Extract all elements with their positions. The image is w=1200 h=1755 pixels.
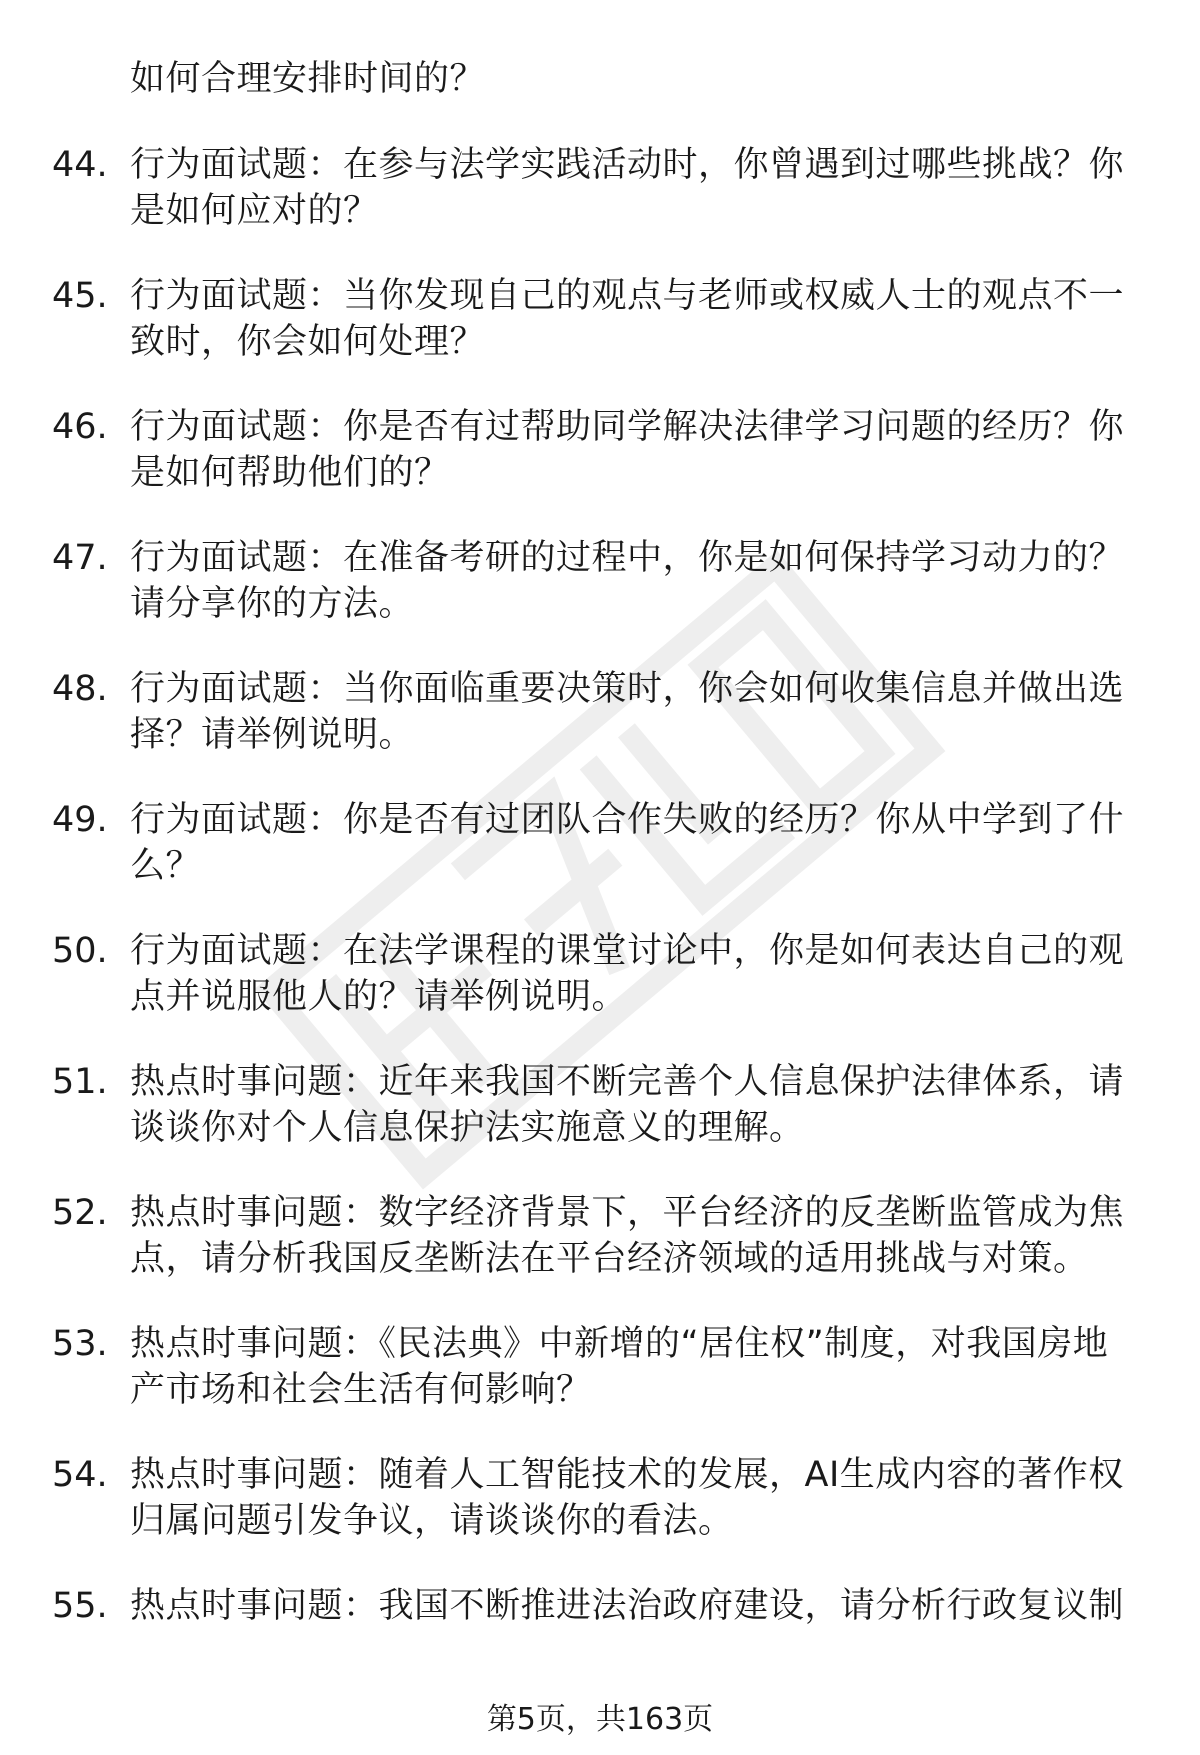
list-item <box>52 666 1152 755</box>
list-item <box>52 1321 1152 1410</box>
question-text: 行为面试题：在法学课程的课堂讨论中，你是如何表达自己的观点并说服他人的？请举例说明。 <box>130 931 1125 1017</box>
list-item <box>52 928 1152 1017</box>
continuation-text: 如何合理安排时间的？ <box>130 59 486 99</box>
question-number: 48. <box>52 669 108 709</box>
list-item <box>52 273 1152 362</box>
list-item <box>52 1059 1152 1148</box>
question-number: 49. <box>52 800 108 840</box>
list-item <box>52 404 1152 493</box>
question-text: 行为面试题：你是否有过帮助同学解决法律学习问题的经历？你是如何帮助他们的？ <box>130 407 1125 493</box>
question-number: 50. <box>52 931 108 971</box>
page-footer: 第5页，共163页 <box>486 1702 714 1737</box>
list-item <box>52 535 1152 624</box>
question-number: 46. <box>52 407 108 447</box>
list-item <box>52 1452 1152 1541</box>
question-list <box>52 142 1152 1714</box>
question-number: 54. <box>52 1455 108 1495</box>
question-number: 55. <box>52 1586 108 1626</box>
list-item <box>52 142 1152 231</box>
list-item <box>52 1583 1152 1665</box>
question-text: 行为面试题：你是否有过团队合作失败的经历？你从中学到了什么？ <box>130 800 1125 886</box>
question-text: 行为面试题：在参与法学实践活动时，你曾遇到过哪些挑战？你是如何应对的？ <box>130 145 1125 231</box>
question-number: 47. <box>52 538 108 578</box>
question-text: 热点时事问题：数字经济背景下，平台经济的反垄断监管成为焦点，请分析我国反垄断法在平台经济领域的适用挑战与对策。 <box>130 1193 1125 1279</box>
list-item <box>52 1190 1152 1279</box>
question-number: 53. <box>52 1324 108 1364</box>
question-number: 51. <box>52 1062 108 1102</box>
question-text: 热点时事问题：随着人工智能技术的发展，AI生成内容的著作权归属问题引发争议，请谈谈你的看法。 <box>130 1455 1124 1541</box>
question-text: 热点时事问题：《民法典》中新增的“居住权”制度，对我国房地产市场和社会生活有何影响？ <box>130 1324 1109 1410</box>
question-text: 行为面试题：当你发现自己的观点与老师或权威人士的观点不一致时，你会如何处理？ <box>130 276 1125 362</box>
question-text: 热点时事问题：近年来我国不断完善个人信息保护法律体系，请谈谈你对个人信息保护法实施意义的理解。 <box>130 1062 1125 1148</box>
question-number: 45. <box>52 276 108 316</box>
question-text: 行为面试题：在准备考研的过程中，你是如何保持学习动力的？请分享你的方法。 <box>130 538 1125 624</box>
question-number: 52. <box>52 1193 108 1233</box>
list-item <box>52 797 1152 886</box>
question-number: 44. <box>52 145 108 185</box>
question-text: 行为面试题：当你面临重要决策时，你会如何收集信息并做出选择？请举例说明。 <box>130 669 1125 755</box>
question-text: 热点时事问题：我国不断推进法治政府建设，请分析行政复议制 <box>130 1586 1125 1626</box>
